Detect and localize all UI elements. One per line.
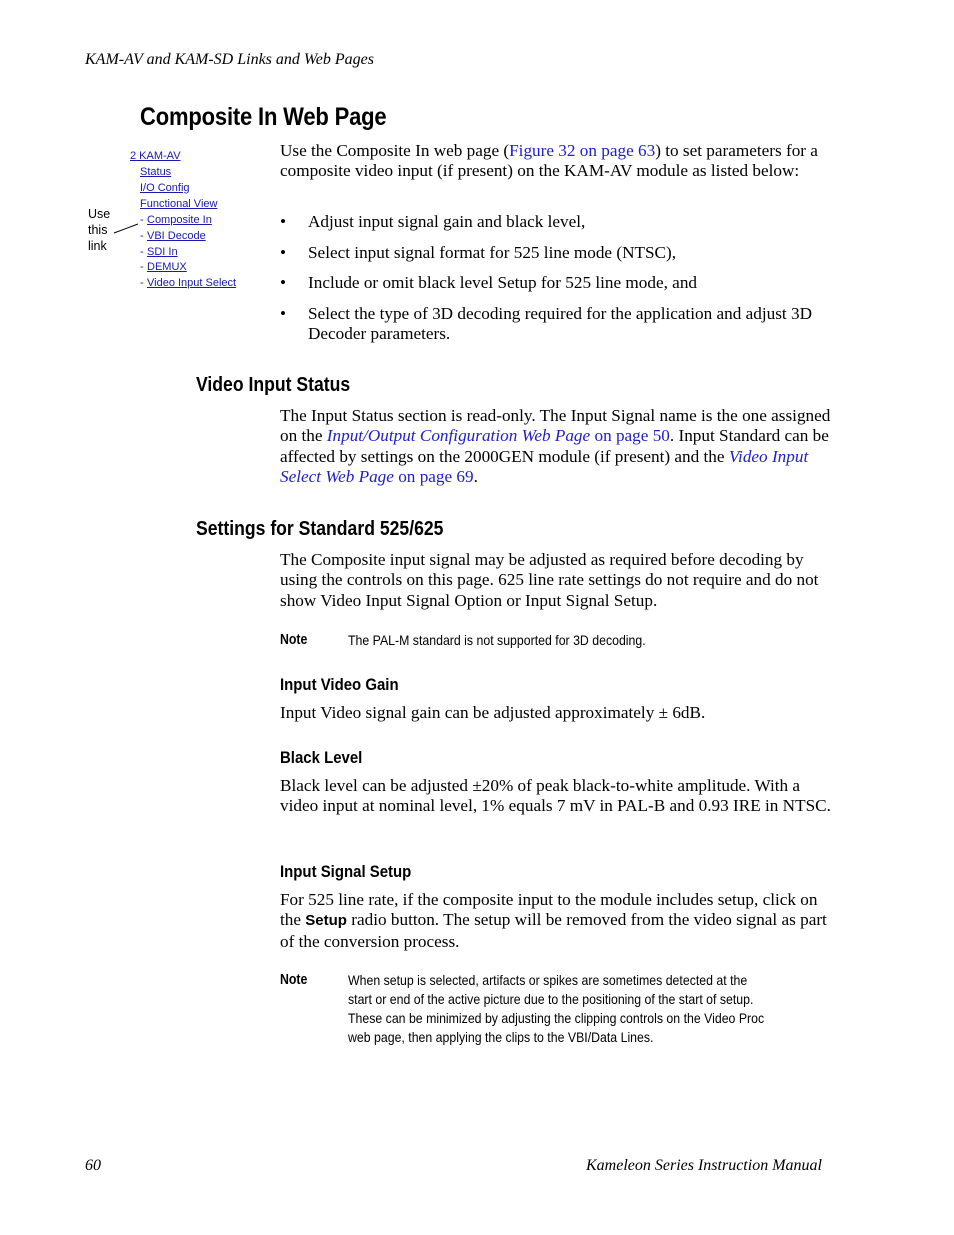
callout-line: link <box>88 239 107 253</box>
page-number: 60 <box>85 1157 101 1174</box>
nav-link-sdi-in[interactable]: SDI In <box>147 246 178 258</box>
manual-title: Kameleon Series Instruction Manual <box>586 1157 822 1174</box>
nav-dash: - <box>140 230 144 242</box>
note-text: When setup is selected, artifacts or spikes are sometimes detected at the start or end of the active picture due to the positioning of the start of setup. These can be minimized by adjusting the clipping controls on the Video Proc web page, then applying the clips to the VBI/Data Lines. <box>348 972 765 1045</box>
io-config-page-link[interactable]: Input/Output Configuration Web Page <box>326 426 591 446</box>
heading-settings: Settings for Standard 525/625 <box>196 518 444 540</box>
nav-link-demux[interactable]: DEMUX <box>147 261 187 273</box>
heading-input-signal-setup: Input Signal Setup <box>280 862 412 881</box>
video-input-status-paragraph: The Input Status section is read-only. The Input Signal name is the one assigned on the Input/Output Configuration Web Page on page 50. Input Standard can be affected by settings on the 2000GEN module (if present) and the Video Input Select Web Page on page 69. <box>280 406 831 486</box>
note-label: Note <box>280 972 308 988</box>
input-video-gain-paragraph: Input Video signal gain can be adjusted approximately ± 6dB. <box>280 703 706 722</box>
nav-link-kam-av[interactable]: 2 KAM-AV <box>130 150 181 162</box>
callout-line: Use <box>88 207 111 221</box>
setup-radio-label: Setup <box>305 912 347 930</box>
note-label: Note <box>280 632 308 648</box>
nav-link-video-input-select[interactable]: Video Input Select <box>147 277 237 289</box>
section-title: Composite In Web Page <box>140 103 387 131</box>
io-config-page-ref[interactable]: on page 50 <box>590 426 670 446</box>
bullet-dot: • <box>280 212 287 231</box>
nav-link-functional-view[interactable]: Functional View <box>140 198 218 210</box>
nav-link-composite-in[interactable]: Composite In <box>147 214 212 226</box>
callout-line: this <box>88 223 108 237</box>
nav-link-status[interactable]: Status <box>140 166 172 178</box>
nav-link-io-config[interactable]: I/O Config <box>140 182 190 194</box>
video-input-select-page-link[interactable]: Video Input Select Web Page <box>280 446 809 486</box>
heading-video-input-status: Video Input Status <box>196 374 351 396</box>
bullet-dot: • <box>280 304 287 323</box>
nav-dash: - <box>140 277 144 289</box>
nav-link-vbi-decode[interactable]: VBI Decode <box>147 230 206 242</box>
heading-black-level: Black Level <box>280 748 363 767</box>
callout-label <box>88 206 110 254</box>
nav-dash: - <box>140 246 144 258</box>
callout-arrow-line <box>112 220 142 236</box>
bullet-dot: • <box>280 243 287 262</box>
figure-link[interactable]: Figure 32 on page 63 <box>509 141 656 160</box>
nav-dash: - <box>140 214 144 226</box>
video-input-select-page-ref[interactable]: on page 69 <box>393 466 474 486</box>
settings-paragraph: The Composite input signal may be adjusted as required before decoding by using the controls on this page. 625 line rate settings do not require and do not show Video Input Signal Option or Input Signal Setup. <box>280 550 819 610</box>
nav-dash: - <box>140 261 144 273</box>
heading-input-video-gain: Input Video Gain <box>280 675 399 694</box>
intro-paragraph: Use the Composite In web page (Figure 32 on page 63) to set parameters for a composite video input (if present) on the KAM-AV module as listed below: <box>280 141 818 181</box>
black-level-paragraph: Black level can be adjusted ±20% of peak black-to-white amplitude. With a video input at nominal level, 1% equals 7 mV in PAL-B and 0.93 IRE in NTSC. <box>280 776 831 816</box>
input-signal-setup-paragraph: For 525 line rate, if the composite input to the module includes setup, click on the Setup radio button. The setup will be removed from the video signal as part of the conversion process. <box>280 890 827 951</box>
note-text: The PAL-M standard is not supported for 3D decoding. <box>348 632 646 648</box>
running-header: KAM-AV and KAM-SD Links and Web Pages <box>85 51 374 68</box>
bullet-dot: • <box>280 273 287 292</box>
